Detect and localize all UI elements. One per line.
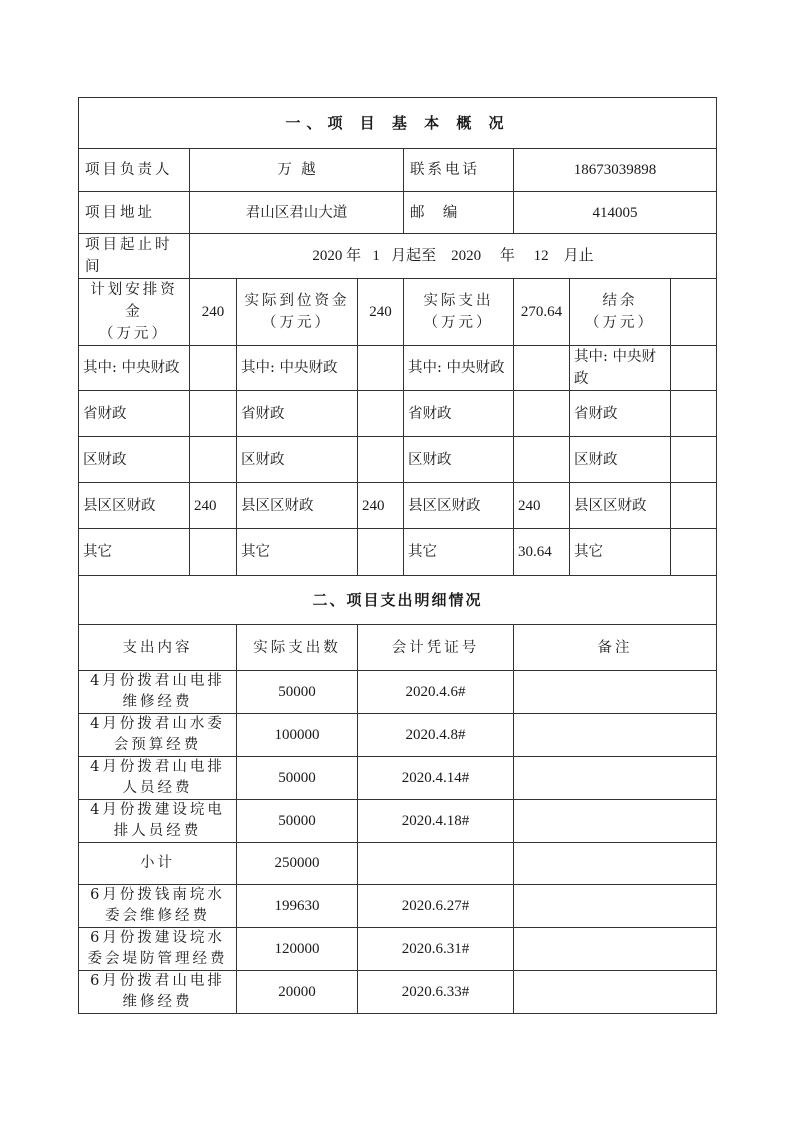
postcode-label: 邮 编 xyxy=(404,192,514,234)
expense-rows xyxy=(79,671,717,1014)
expense-note xyxy=(514,928,717,971)
period-row xyxy=(79,234,717,279)
expense-amount: 50000 xyxy=(237,800,358,843)
fund-source-value xyxy=(514,437,570,483)
fund-source-value xyxy=(358,391,404,437)
fund-source-value: 240 xyxy=(514,483,570,529)
expense-note xyxy=(514,714,717,757)
fund-source-label: 区财政 xyxy=(237,437,358,483)
leader-label: 项目负责人 xyxy=(79,149,190,192)
period-label: 项目起止时间 xyxy=(79,234,190,279)
expense-row xyxy=(79,757,717,800)
address-row xyxy=(79,192,717,234)
expense-content: 4月份拨君山电排人员经费 xyxy=(79,757,237,800)
fund-source-value xyxy=(671,437,717,483)
balance-label: 结余 （万元） xyxy=(570,279,671,346)
fund-source-value xyxy=(514,391,570,437)
fund-source-label: 其中: 中央财政 xyxy=(79,346,190,391)
period-value: 2020 年 1 月起至 2020 年 12 月止 xyxy=(190,234,717,279)
expense-row xyxy=(79,714,717,757)
leader-value: 万 越 xyxy=(190,149,404,192)
fund-source-label: 县区区财政 xyxy=(404,483,514,529)
address-value: 君山区君山大道 xyxy=(190,192,404,234)
expense-note xyxy=(514,843,717,885)
fund-source-label: 其它 xyxy=(79,529,190,576)
postcode-value: 414005 xyxy=(514,192,717,234)
fund-source-label: 区财政 xyxy=(570,437,671,483)
expense-note xyxy=(514,885,717,928)
fund-source-label: 县区区财政 xyxy=(79,483,190,529)
column-header-content: 支出内容 xyxy=(79,625,237,671)
expense-row xyxy=(79,885,717,928)
fund-source-value xyxy=(190,437,237,483)
expense-content: 4月份拨建设垸电排人员经费 xyxy=(79,800,237,843)
expense-amount: 120000 xyxy=(237,928,358,971)
fund-source-label: 省财政 xyxy=(570,391,671,437)
expense-content: 6月份拨君山电排维修经费 xyxy=(79,971,237,1014)
expense-voucher: 2020.4.18# xyxy=(358,800,514,843)
fund-source-value: 240 xyxy=(358,483,404,529)
fund-source-value xyxy=(190,529,237,576)
column-header-voucher: 会计凭证号 xyxy=(358,625,514,671)
expense-content: 4月份拨君山电排维修经费 xyxy=(79,671,237,714)
expense-voucher: 2020.4.6# xyxy=(358,671,514,714)
fund-source-value xyxy=(671,391,717,437)
expense-voucher: 2020.6.31# xyxy=(358,928,514,971)
actual-expense-label: 实际支出 （万元） xyxy=(404,279,514,346)
expense-voucher: 2020.4.8# xyxy=(358,714,514,757)
expense-amount: 100000 xyxy=(237,714,358,757)
fund-source-label: 省财政 xyxy=(237,391,358,437)
fund-source-label: 其中: 中央财政 xyxy=(237,346,358,391)
phone-label: 联系电话 xyxy=(404,149,514,192)
expense-note xyxy=(514,671,717,714)
section1-title: 一、项 目 基 本 概 况 xyxy=(79,98,717,149)
fund-source-label: 省财政 xyxy=(79,391,190,437)
expense-amount: 50000 xyxy=(237,671,358,714)
expense-voucher: 2020.6.27# xyxy=(358,885,514,928)
fund-source-value xyxy=(358,437,404,483)
section2-title: 二、项目支出明细情况 xyxy=(79,576,717,625)
fund-source-label: 其它 xyxy=(570,529,671,576)
expense-voucher xyxy=(358,843,514,885)
fund-source-label: 县区区财政 xyxy=(570,483,671,529)
fund-source-label: 其它 xyxy=(237,529,358,576)
funds-row-province xyxy=(79,391,717,437)
fund-source-value xyxy=(671,483,717,529)
leader-row xyxy=(79,149,717,192)
expense-row xyxy=(79,928,717,971)
fund-source-value xyxy=(671,346,717,391)
fund-source-value xyxy=(514,346,570,391)
expense-columns-row xyxy=(79,625,717,671)
fund-source-value: 30.64 xyxy=(514,529,570,576)
fund-source-value xyxy=(358,529,404,576)
expense-amount: 50000 xyxy=(237,757,358,800)
phone-value: 18673039898 xyxy=(514,149,717,192)
expense-row xyxy=(79,800,717,843)
section2-header-row xyxy=(79,576,717,625)
fund-source-label: 区财政 xyxy=(404,437,514,483)
fund-source-value xyxy=(190,346,237,391)
expense-content: 小计 xyxy=(79,843,237,885)
column-header-amount: 实际支出数 xyxy=(237,625,358,671)
balance-value xyxy=(671,279,717,346)
expense-row xyxy=(79,971,717,1014)
expense-row xyxy=(79,671,717,714)
fund-source-label: 其中: 中央财政 xyxy=(570,346,671,391)
expense-amount: 20000 xyxy=(237,971,358,1014)
funds-row-district xyxy=(79,437,717,483)
fund-source-value xyxy=(358,346,404,391)
section1-header-row xyxy=(79,98,717,149)
expense-content: 6月份拨建设垸水委会堤防管理经费 xyxy=(79,928,237,971)
received-funds-label: 实际到位资金 （万元） xyxy=(237,279,358,346)
expense-note xyxy=(514,757,717,800)
expense-amount: 250000 xyxy=(237,843,358,885)
expense-voucher: 2020.6.33# xyxy=(358,971,514,1014)
column-header-note: 备注 xyxy=(514,625,717,671)
expense-amount: 199630 xyxy=(237,885,358,928)
fund-source-label: 其中: 中央财政 xyxy=(404,346,514,391)
fund-source-label: 区财政 xyxy=(79,437,190,483)
planned-funds-value: 240 xyxy=(190,279,237,346)
expense-note xyxy=(514,800,717,843)
expense-voucher: 2020.4.14# xyxy=(358,757,514,800)
project-report-form xyxy=(78,97,716,1014)
received-funds-value: 240 xyxy=(358,279,404,346)
fund-source-value: 240 xyxy=(190,483,237,529)
subtotal-row xyxy=(79,843,717,885)
fund-source-label: 县区区财政 xyxy=(237,483,358,529)
expense-detail-table xyxy=(78,575,717,1014)
expense-note xyxy=(514,971,717,1014)
expense-content: 4月份拨君山水委会预算经费 xyxy=(79,714,237,757)
fund-source-value xyxy=(190,391,237,437)
planned-funds-label: 计划安排资金 （万元） xyxy=(79,279,190,346)
project-overview-table xyxy=(78,97,717,576)
expense-content: 6月份拨钱南垸水委会维修经费 xyxy=(79,885,237,928)
funds-row-other xyxy=(79,529,717,576)
address-label: 项目地址 xyxy=(79,192,190,234)
fund-source-label: 省财政 xyxy=(404,391,514,437)
funds-row-county xyxy=(79,483,717,529)
funds-header-row xyxy=(79,279,717,346)
funds-row-central xyxy=(79,346,717,391)
actual-expense-value: 270.64 xyxy=(514,279,570,346)
fund-source-label: 其它 xyxy=(404,529,514,576)
fund-source-value xyxy=(671,529,717,576)
